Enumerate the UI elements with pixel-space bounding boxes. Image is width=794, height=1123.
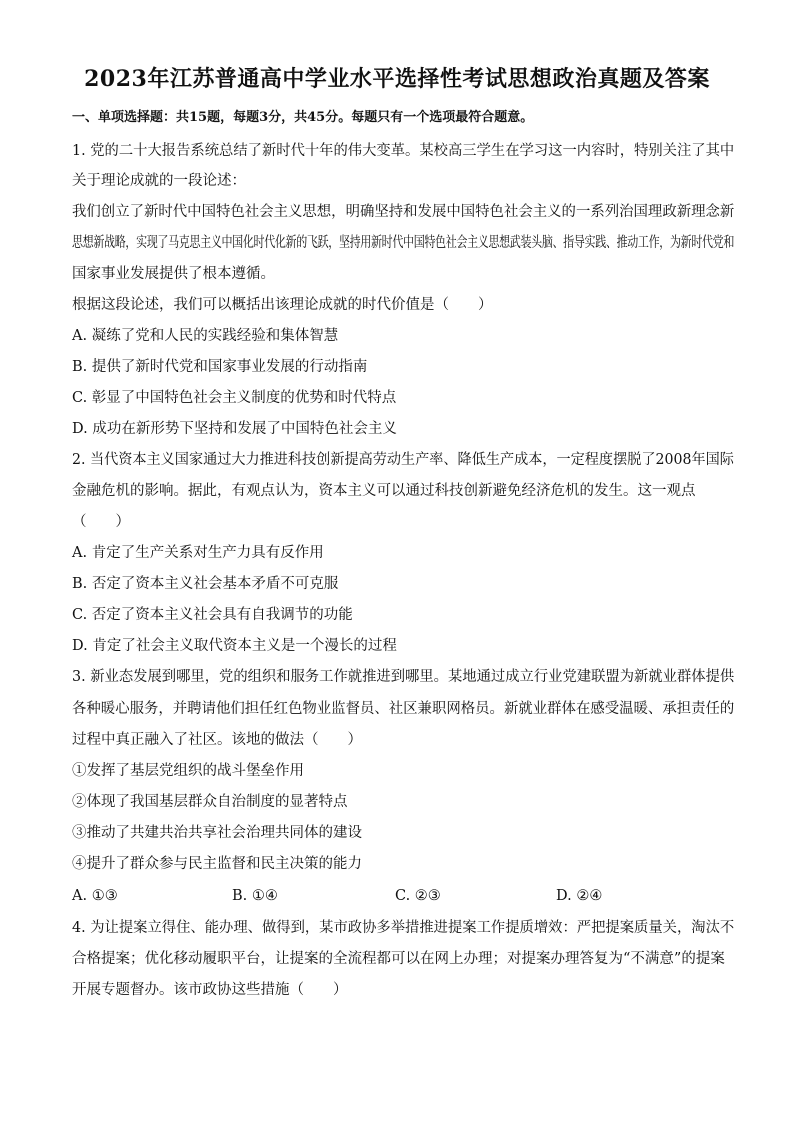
q1-quote-line: 我们创立了新时代中国特色社会主义思想，明确坚持和发展中国特色社会主义的一系列治国理政新理念新 <box>72 204 735 220</box>
q3-stem-line: 各种暖心服务，并聘请他们担任红色物业监督员、社区兼职网格员。新就业群体在感受温暖、承担责任的 <box>72 701 735 717</box>
q3-item-3: ③推动了共建共治共享社会治理共同体的建设 <box>72 825 362 841</box>
q2-stem-line: （ ） <box>72 514 130 530</box>
q2-option-b: B. 否定了资本主义社会基本矛盾不可克服 <box>72 576 339 592</box>
q3-item-4: ④提升了群众参与民主监督和民主决策的能力 <box>72 856 362 872</box>
q1-option-a: A. 凝练了党和人民的实践经验和集体智慧 <box>72 328 339 344</box>
q4-stem-line: 合格提案；优化移动履职平台，让提案的全流程都可以在网上办理；对提案办理答复为“不满意”的提案 <box>72 951 725 967</box>
q3-stem-line: 3. 新业态发展到哪里，党的组织和服务工作就推进到哪里。某地通过成立行业党建联盟为新就业群体提供 <box>72 669 735 685</box>
q2-option-c: C. 否定了资本主义社会具有自我调节的功能 <box>72 607 353 623</box>
q1-option-d: D. 成功在新形势下坚持和发展了中国特色社会主义 <box>72 421 397 437</box>
q2-option-d: D. 肯定了社会主义取代资本主义是一个漫长的过程 <box>72 638 397 654</box>
q4-stem-line: 开展专题督办。该市政协这些措施（ ） <box>72 982 348 998</box>
section-heading: 一、单项选择题：共15题，每题3分，共45分。每题只有一个选项最符合题意。 <box>72 110 534 125</box>
page-title: 2023年江苏普通高中学业水平选择性考试思想政治真题及答案 <box>84 66 710 92</box>
q1-question-line: 根据这段论述，我们可以概括出该理论成就的时代价值是（ ） <box>72 297 493 313</box>
q1-stem-line: 关于理论成就的一段论述： <box>72 173 246 189</box>
q2-option-a: A. 肯定了生产关系对生产力具有反作用 <box>72 545 324 561</box>
q2-stem-line: 2. 当代资本主义国家通过大力推进科技创新提高劳动生产率、降低生产成本，一定程度摆脱了2008年国际 <box>72 452 734 468</box>
q2-stem-line: 金融危机的影响。据此，有观点认为，资本主义可以通过科技创新避免经济危机的发生。这一观点 <box>72 483 696 499</box>
q1-quote-line: 思想新战略，实现了马克思主义中国化时代化新的飞跃，坚持用新时代中国特色社会主义思想武装头脑、指导实践、推动工作，为新时代党和 <box>72 235 735 251</box>
q3-option-d: D. ②④ <box>556 888 603 904</box>
q4-stem-line: 4. 为让提案立得住、能办理、做得到，某市政协多举措推进提案工作提质增效：严把提案质量关，淘汰不 <box>72 920 735 936</box>
q1-option-c: C. 彰显了中国特色社会主义制度的优势和时代特点 <box>72 390 397 406</box>
q3-option-a: A. ①③ <box>72 888 118 904</box>
q1-quote-line: 国家事业发展提供了根本遵循。 <box>72 266 275 282</box>
q3-item-1: ①发挥了基层党组织的战斗堡垒作用 <box>72 763 304 779</box>
q3-option-c: C. ②③ <box>395 888 441 904</box>
q1-stem-line: 1. 党的二十大报告系统总结了新时代十年的伟大变革。某校高三学生在学习这一内容时，特别关注了其中 <box>72 143 735 159</box>
q3-stem-line: 过程中真正融入了社区。该地的做法（ ） <box>72 732 362 748</box>
q3-option-b: B. ①④ <box>232 888 278 904</box>
q1-option-b: B. 提供了新时代党和国家事业发展的行动指南 <box>72 359 368 375</box>
q3-item-2: ②体现了我国基层群众自治制度的显著特点 <box>72 794 348 810</box>
